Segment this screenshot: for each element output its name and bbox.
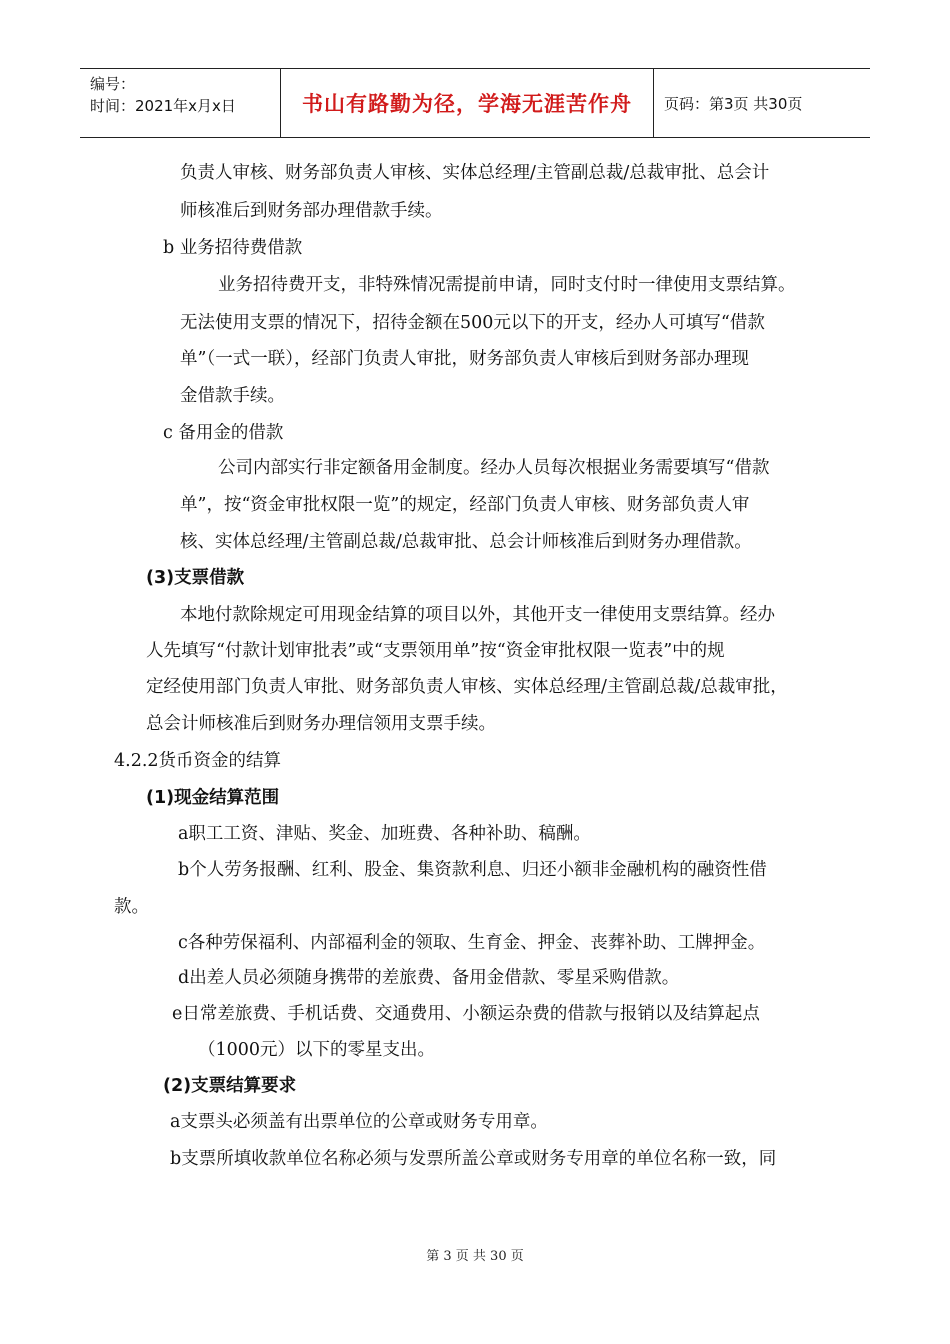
- body-text-line: b支票所填收款单位名称必须与发票所盖公章或财务专用章的单位名称一致，同: [170, 1149, 777, 1169]
- body-text-line: 公司内部实行非定额备用金制度。经办人员每次根据业务需要填写“借款: [218, 458, 770, 478]
- header-left-cell: [80, 69, 281, 137]
- body-text-line: c各种劳保福利、内部福利金的领取、生育金、押金、丧葬补助、工牌押金。: [178, 933, 766, 953]
- body-text-line: 负责人审核、财务部负责人审核、实体总经理/主管副总裁/总裁审批、总会计: [180, 163, 770, 183]
- section-heading: (3)支票借款: [146, 568, 245, 588]
- body-text-line: 单”（一式一联），经部门负责人审批，财务部负责人审核后到财务部办理现: [180, 349, 749, 369]
- body-text-line: b个人劳务报酬、红利、股金、集资款利息、归还小额非金融机构的融资性借: [178, 860, 767, 880]
- body-text-line: b 业务招待费借款: [163, 238, 303, 258]
- body-text-line: 金借款手续。: [180, 386, 285, 406]
- body-text-line: d出差人员必须随身携带的差旅费、备用金借款、零星采购借款。: [178, 968, 680, 988]
- document-date-label: 时间：2021年x月x日: [90, 97, 236, 115]
- body-text-line: 本地付款除规定可用现金结算的项目以外，其他开支一律使用支票结算。经办: [180, 605, 775, 625]
- body-text-line: c 备用金的借款: [163, 423, 284, 443]
- body-text-line: 单”，按“资金审批权限一览”的规定，经部门负责人审核、财务部负责人审: [180, 495, 750, 515]
- header-page-number: 页码：第3页 共30页: [664, 94, 803, 113]
- body-text-line: 定经使用部门负责人审批、财务部负责人审核、实体总经理/主管副总裁/总裁审批，: [146, 677, 788, 697]
- body-text-line: （1000元）以下的零星支出。: [198, 1040, 436, 1060]
- section-heading: (1)现金结算范围: [146, 788, 280, 808]
- header-motto: 书山有路勤为径，学海无涯苦作舟: [302, 92, 632, 116]
- header-motto-cell: [281, 69, 654, 137]
- section-heading: (2)支票结算要求: [163, 1076, 297, 1096]
- page-footer: 第 3 页 共 30 页: [426, 1249, 524, 1264]
- page-header: [80, 68, 870, 138]
- body-text-line: 无法使用支票的情况下，招待金额在500元以下的开支，经办人可填写“借款: [180, 313, 765, 333]
- body-text-line: 核、实体总经理/主管副总裁/总裁审批、总会计师核准后到财务办理借款。: [180, 532, 752, 552]
- body-text-line: a支票头必须盖有出票单位的公章或财务专用章。: [170, 1112, 548, 1132]
- body-text-line: 款。: [114, 897, 149, 917]
- body-text-line: 师核准后到财务部办理借款手续。: [180, 201, 443, 221]
- body-text-line: a职工工资、津贴、奖金、加班费、各种补助、稿酬。: [178, 824, 591, 844]
- body-text-line: 4.2.2货币资金的结算: [114, 751, 282, 771]
- body-text-line: 总会计师核准后到财务办理信领用支票手续。: [146, 714, 496, 734]
- document-number-label: 编号：: [90, 75, 136, 93]
- body-text-line: 业务招待费开支，非特殊情况需提前申请，同时支付时一律使用支票结算。: [218, 275, 796, 295]
- body-text-line: 人先填写“付款计划审批表”或“支票领用单”按“资金审批权限一览表”中的规: [146, 641, 725, 661]
- body-text-line: e日常差旅费、手机话费、交通费用、小额运杂费的借款与报销以及结算起点: [172, 1004, 760, 1024]
- header-page-cell: [654, 69, 870, 137]
